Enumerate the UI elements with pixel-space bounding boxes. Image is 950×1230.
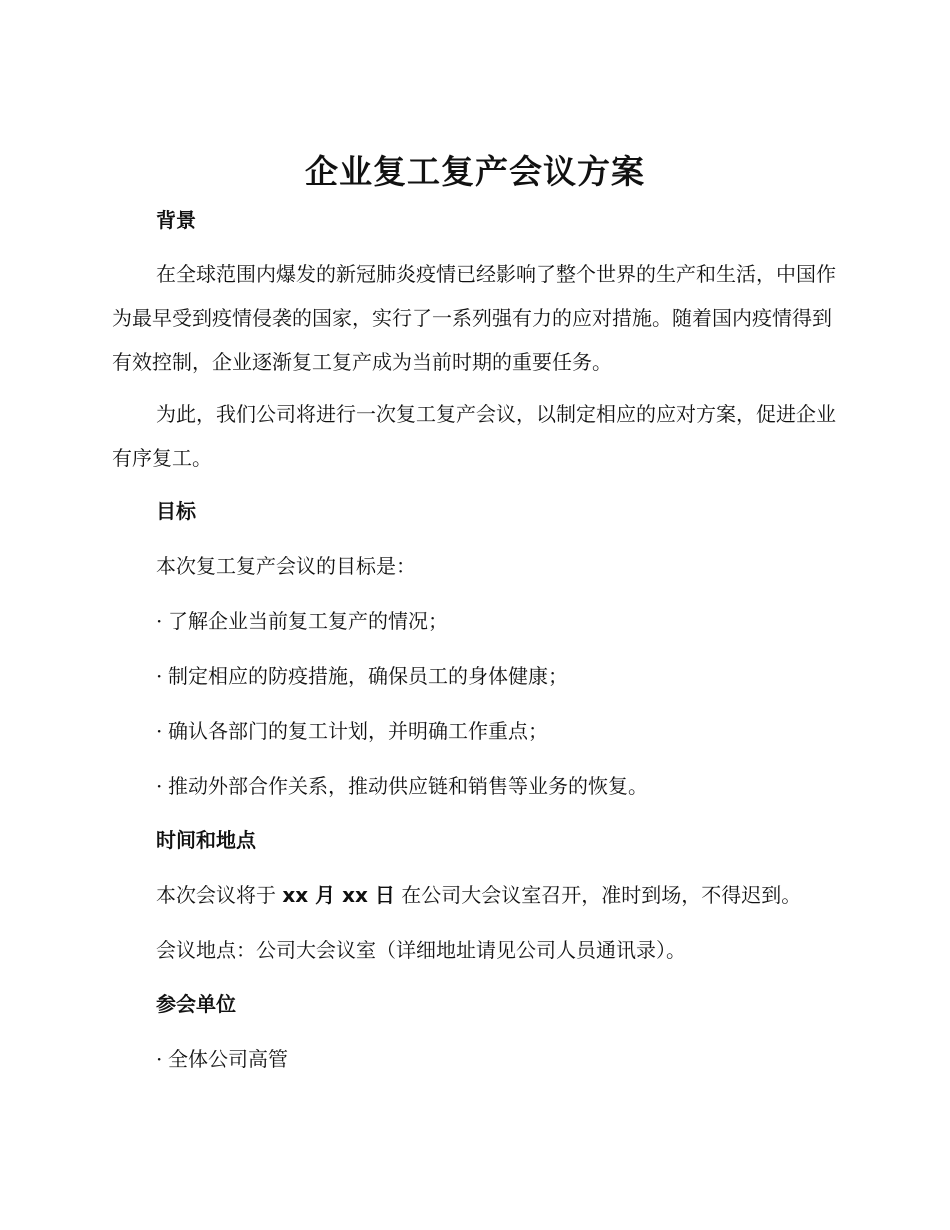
bullet-symbol: · — [156, 774, 163, 798]
section-heading-attendees: 参会单位 — [156, 992, 236, 1016]
goals-list-item-text: 推动外部合作关系，推动供应链和销售等业务的恢复。 — [168, 774, 648, 798]
bullet-symbol: · — [156, 609, 163, 633]
meeting-location: 会议地点：公司大会议室（详细地址请见公司人员通讯录）。 — [156, 938, 686, 962]
background-paragraph-1: 在全球范围内爆发的新冠肺炎疫情已经影响了整个世界的生产和生活，中国作为最早受到疫情侵袭的国家，实行了一系列强有力的应对措施。随着国内疫情得到有效控制，企业逐渐复工复产成为当前时期的重要任务。 — [112, 262, 836, 374]
goals-list-item-text: 制定相应的防疫措施，确保员工的身体健康； — [168, 664, 568, 688]
goals-list-item — [156, 771, 648, 801]
goals-intro: 本次复工复产会议的目标是： — [156, 554, 416, 578]
attendees-list-item — [156, 1044, 288, 1074]
background-paragraph-2: 为此，我们公司将进行一次复工复产会议，以制定相应的应对方案，促进企业有序复工。 — [112, 402, 836, 470]
goals-list-item — [156, 606, 448, 636]
goals-list-item — [156, 661, 568, 691]
bullet-symbol: · — [156, 1047, 163, 1071]
meeting-time-prefix: 本次会议将于 — [156, 883, 283, 907]
page-title: 企业复工复产会议方案 — [305, 152, 645, 191]
meeting-time-line — [156, 880, 801, 910]
goals-list-item — [156, 716, 548, 746]
bullet-symbol: · — [156, 719, 163, 743]
bullet-symbol: · — [156, 664, 163, 688]
section-heading-time-place: 时间和地点 — [156, 828, 256, 852]
section-heading-goals: 目标 — [156, 499, 196, 523]
goals-list-item-text: 确认各部门的复工计划，并明确工作重点； — [168, 719, 548, 743]
meeting-date: xx 月 xx 日 — [282, 883, 395, 907]
goals-list-item-text: 了解企业当前复工复产的情况； — [168, 609, 448, 633]
section-heading-background: 背景 — [156, 208, 196, 232]
attendees-list-item-text: 全体公司高管 — [168, 1047, 288, 1071]
meeting-time-suffix: 在公司大会议室召开，准时到场，不得迟到。 — [394, 883, 802, 907]
